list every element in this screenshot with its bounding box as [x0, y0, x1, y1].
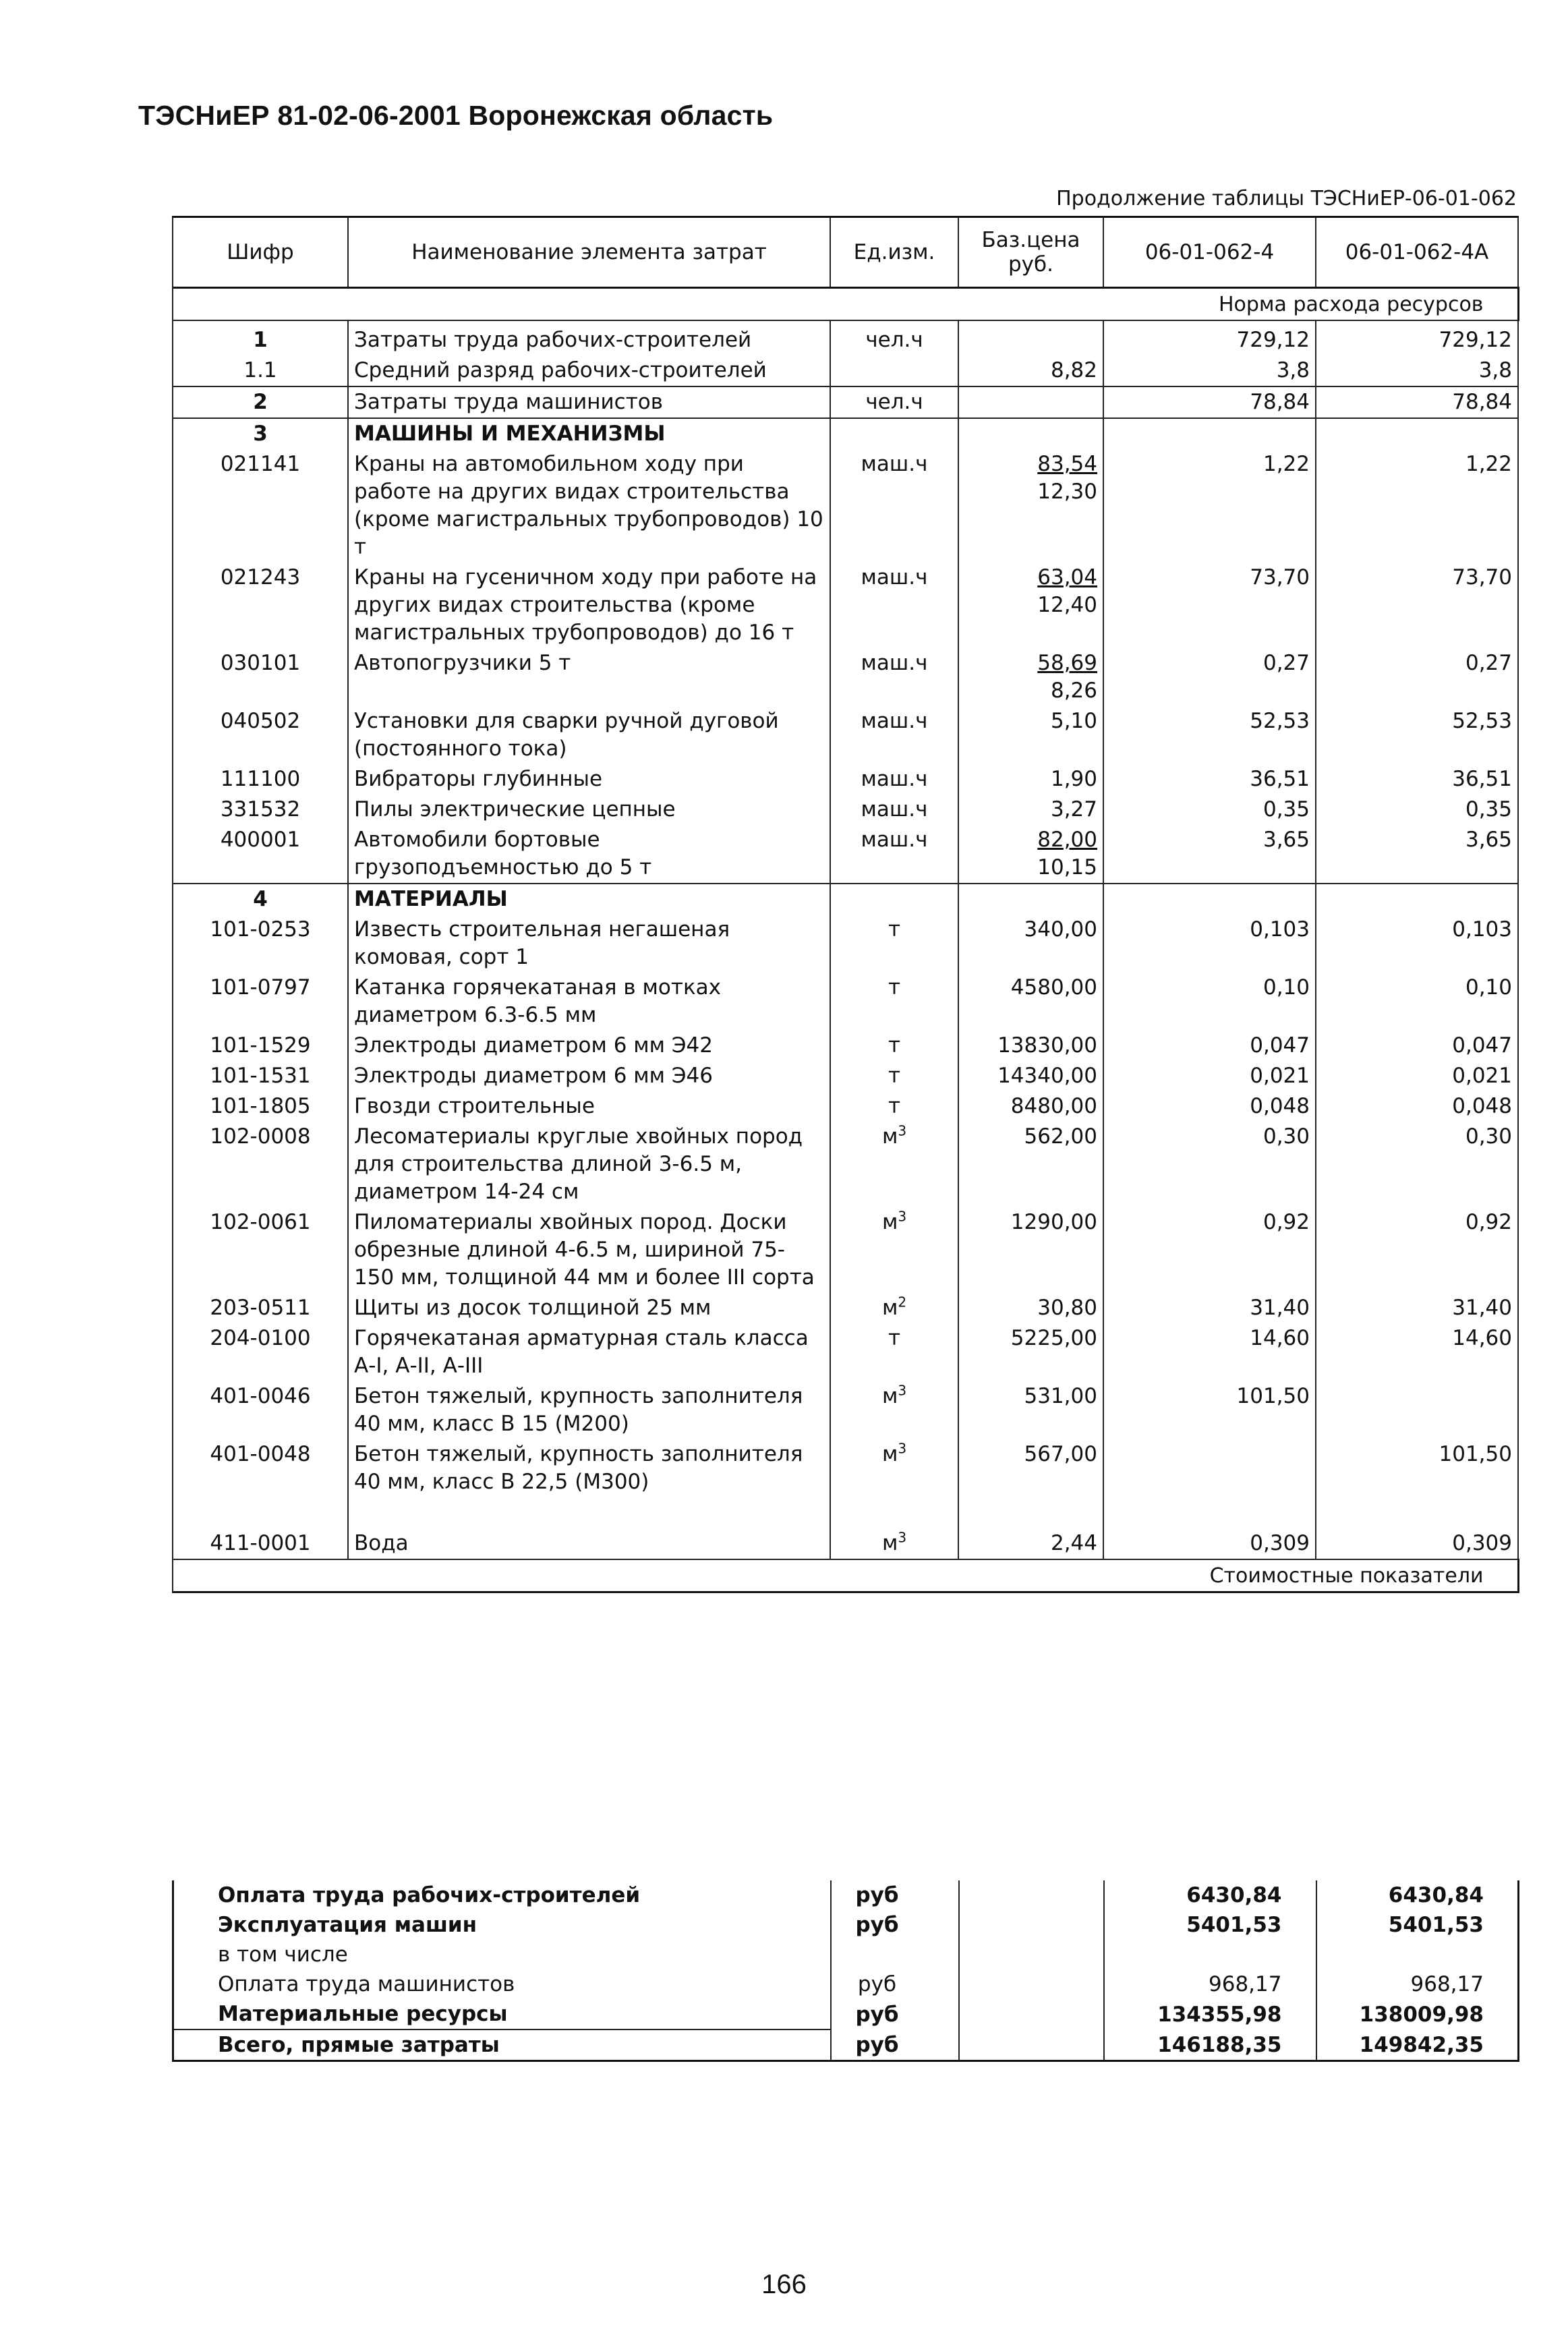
row-code: 101-0797 — [173, 973, 348, 1031]
cost-label: Оплата труда рабочих-строителей — [173, 1880, 831, 1910]
row-price: 567,00 — [958, 1439, 1103, 1528]
row-price: 3,27 — [958, 795, 1103, 825]
row-value-b: 31,40 — [1316, 1293, 1518, 1323]
row-value-a — [1103, 1439, 1316, 1528]
row-unit: маш.ч — [830, 795, 958, 825]
row-value-b: 0,35 — [1316, 795, 1518, 825]
row-code: 203-0511 — [173, 1293, 348, 1323]
row-value-b: 3,8 — [1316, 355, 1518, 386]
row-price-wages: 8,26 — [1050, 679, 1097, 703]
row-value-b: 0,021 — [1316, 1061, 1518, 1091]
row-unit: чел.ч — [830, 386, 958, 418]
row-value-b — [1316, 1381, 1518, 1439]
row-value-b: 0,30 — [1316, 1122, 1518, 1207]
table-row — [173, 386, 1518, 418]
table-row — [173, 355, 1518, 386]
row-code: 401-0048 — [173, 1439, 348, 1528]
cost-value-a: 5401,53 — [1104, 1910, 1316, 1940]
cost-label: Материальные ресурсы — [173, 1999, 831, 2029]
row-unit: т — [830, 1323, 958, 1381]
row-value-a: 52,53 — [1103, 706, 1316, 764]
cost-unit: руб — [831, 1999, 959, 2029]
cost-unit: руб — [831, 2029, 959, 2061]
table-row — [173, 320, 1518, 355]
row-unit: $м^3$ — [830, 1207, 958, 1293]
row-value-b: 0,048 — [1316, 1091, 1518, 1122]
row-price: 14340,00 — [958, 1061, 1103, 1091]
row-value-a: 0,27 — [1103, 648, 1316, 706]
cost-value-b: 138009,98 — [1316, 1999, 1519, 2029]
row-price-total: 82,00 — [1037, 828, 1097, 852]
cost-value-b: 149842,35 — [1316, 2029, 1519, 2061]
table-row — [173, 449, 1518, 563]
row-price: 562,00 — [958, 1122, 1103, 1207]
row-name: Автомобили бортовые грузоподъемностью до 5 т — [348, 825, 830, 884]
cost-row — [173, 1940, 1519, 1969]
column-header-name: Наименование элемента затрат — [348, 217, 830, 288]
row-value-a: 3,65 — [1103, 825, 1316, 884]
row-unit: т — [830, 973, 958, 1031]
row-value-b: 101,50 — [1316, 1439, 1518, 1528]
cost-indicators-table — [172, 1880, 1519, 2062]
row-price: 4580,00 — [958, 973, 1103, 1031]
row-name: Щиты из досок толщиной 25 мм — [348, 1293, 830, 1323]
row-price — [958, 320, 1103, 355]
row-value-b: 14,60 — [1316, 1323, 1518, 1381]
row-value-b: 73,70 — [1316, 563, 1518, 648]
row-price-total: 58,69 — [1037, 651, 1097, 675]
row-value-b: 0,92 — [1316, 1207, 1518, 1293]
row-unit: $м^3$ — [830, 1381, 958, 1439]
section-row-machines — [173, 418, 1518, 449]
cost-label: Оплата труда машинистов — [173, 1969, 831, 1999]
row-value-b: 0,27 — [1316, 648, 1518, 706]
table-row — [173, 1293, 1518, 1323]
row-unit: т — [830, 915, 958, 973]
row-value-b: 36,51 — [1316, 764, 1518, 795]
row-code: 204-0100 — [173, 1323, 348, 1381]
row-name: Известь строительная негашеная комовая, сорт 1 — [348, 915, 830, 973]
row-unit: маш.ч — [830, 764, 958, 795]
row-price-total: 83,54 — [1037, 452, 1097, 476]
cost-row — [173, 1910, 1519, 1940]
row-name: Пиломатериалы хвойных пород. Доски обрезные длиной 4-6.5 м, шириной 75-150 мм, толщиной 44 мм и более III сорта — [348, 1207, 830, 1293]
row-code: 102-0008 — [173, 1122, 348, 1207]
row-price: 5225,00 — [958, 1323, 1103, 1381]
row-name: Затраты труда рабочих-строителей — [348, 320, 830, 355]
row-price: 5,10 — [958, 706, 1103, 764]
row-value-a: 0,021 — [1103, 1061, 1316, 1091]
section-code: 3 — [173, 418, 348, 449]
row-name: Горячекатаная арматурная сталь класса А-I, А-II, А-III — [348, 1323, 830, 1381]
cost-value-b: 968,17 — [1316, 1969, 1519, 1999]
row-code: 1.1 — [173, 355, 348, 386]
row-price — [958, 386, 1103, 418]
row-value-a: 0,92 — [1103, 1207, 1316, 1293]
table-row — [173, 795, 1518, 825]
row-code: 331532 — [173, 795, 348, 825]
table-row — [173, 1323, 1518, 1381]
row-price: 13830,00 — [958, 1031, 1103, 1061]
section-row-materials — [173, 884, 1518, 915]
section-title: МАШИНЫ И МЕХАНИЗМЫ — [348, 418, 830, 449]
row-code: 102-0061 — [173, 1207, 348, 1293]
cost-row — [173, 1969, 1519, 1999]
row-value-b: 3,65 — [1316, 825, 1518, 884]
row-name: Бетон тяжелый, крупность заполнителя 40 мм, класс В 22,5 (М300) — [348, 1439, 830, 1528]
cost-unit: руб — [831, 1969, 959, 1999]
row-price: 531,00 — [958, 1381, 1103, 1439]
cost-unit: руб — [831, 1910, 959, 1940]
row-price-wages: 12,30 — [1037, 480, 1097, 504]
row-code: 021243 — [173, 563, 348, 648]
column-header-code: Шифр — [173, 217, 348, 288]
document-header: ТЭСНиЕР 81-02-06-2001 Воронежская область — [138, 100, 774, 131]
row-value-b: 78,84 — [1316, 386, 1518, 418]
cost-label: Эксплуатация машин — [173, 1910, 831, 1940]
row-code: 040502 — [173, 706, 348, 764]
row-value-a: 101,50 — [1103, 1381, 1316, 1439]
page-number: 166 — [761, 2270, 807, 2299]
row-code: 1 — [173, 320, 348, 355]
row-value-a: 3,8 — [1103, 355, 1316, 386]
row-price-wages: 10,15 — [1037, 855, 1097, 880]
cost-row — [173, 1880, 1519, 1910]
row-code: 2 — [173, 386, 348, 418]
row-unit: маш.ч — [830, 825, 958, 884]
row-unit: чел.ч — [830, 320, 958, 355]
row-name: Пилы электрические цепные — [348, 795, 830, 825]
row-unit: маш.ч — [830, 648, 958, 706]
row-value-a: 78,84 — [1103, 386, 1316, 418]
row-value-a: 729,12 — [1103, 320, 1316, 355]
table-continuation-caption: Продолжение таблицы ТЭСНиЕР-06-01-062 — [1056, 187, 1517, 210]
table-row — [173, 1528, 1518, 1559]
table-row — [173, 973, 1518, 1031]
section-title: МАТЕРИАЛЫ — [348, 884, 830, 915]
table-row — [173, 1439, 1518, 1528]
row-price: 2,44 — [958, 1528, 1103, 1559]
table-row — [173, 648, 1518, 706]
table-row — [173, 706, 1518, 764]
row-value-a: 31,40 — [1103, 1293, 1316, 1323]
row-name: Электроды диаметром 6 мм Э42 — [348, 1031, 830, 1061]
row-code: 411-0001 — [173, 1528, 348, 1559]
row-price: 340,00 — [958, 915, 1103, 973]
row-unit: $м^3$ — [830, 1528, 958, 1559]
row-name: Краны на гусеничном ходу при работе на других видах строительства (кроме магистральных трубопроводов) до 16 т — [348, 563, 830, 648]
row-code: 400001 — [173, 825, 348, 884]
table-row — [173, 915, 1518, 973]
row-value-a: 36,51 — [1103, 764, 1316, 795]
cost-value-a: 134355,98 — [1104, 1999, 1316, 2029]
row-price: 1,90 — [958, 764, 1103, 795]
row-unit: $м^2$ — [830, 1293, 958, 1323]
cost-value-b: 5401,53 — [1316, 1910, 1519, 1940]
row-code: 021141 — [173, 449, 348, 563]
row-value-a: 0,047 — [1103, 1031, 1316, 1061]
row-code: 030101 — [173, 648, 348, 706]
row-value-a: 1,22 — [1103, 449, 1316, 563]
row-code: 401-0046 — [173, 1381, 348, 1439]
row-value-a: 0,10 — [1103, 973, 1316, 1031]
row-price-total: 63,04 — [1037, 565, 1097, 589]
cost-label: в том числе — [173, 1940, 831, 1969]
row-name: Установки для сварки ручной дуговой (постоянного тока) — [348, 706, 830, 764]
table-row — [173, 764, 1518, 795]
section-code: 4 — [173, 884, 348, 915]
row-name: Бетон тяжелый, крупность заполнителя 40 мм, класс В 15 (М200) — [348, 1381, 830, 1439]
row-code: 101-1805 — [173, 1091, 348, 1122]
row-code: 111100 — [173, 764, 348, 795]
row-name: Лесоматериалы круглые хвойных пород для строительства длиной 3-6.5 м, диаметром 14-24 см — [348, 1122, 830, 1207]
row-price — [958, 563, 1103, 648]
table-header-row — [173, 217, 1518, 288]
row-unit: т — [830, 1091, 958, 1122]
cost-row — [173, 2029, 1519, 2061]
column-header-unit: Ед.изм. — [830, 217, 958, 288]
row-value-b: 0,10 — [1316, 973, 1518, 1031]
row-price — [958, 825, 1103, 884]
row-unit: маш.ч — [830, 563, 958, 648]
cost-header: Стоимостные показатели — [173, 1559, 1518, 1592]
row-price — [958, 449, 1103, 563]
row-value-a: 14,60 — [1103, 1323, 1316, 1381]
row-name: Электроды диаметром 6 мм Э46 — [348, 1061, 830, 1091]
table-row — [173, 1091, 1518, 1122]
norm-header-row — [173, 288, 1518, 321]
cost-value-b: 6430,84 — [1316, 1880, 1519, 1910]
row-unit: маш.ч — [830, 449, 958, 563]
row-value-a: 0,35 — [1103, 795, 1316, 825]
row-value-b: 0,047 — [1316, 1031, 1518, 1061]
row-value-a: 0,103 — [1103, 915, 1316, 973]
row-value-b: 0,309 — [1316, 1528, 1518, 1559]
row-unit: т — [830, 1061, 958, 1091]
cost-label: Всего, прямые затраты — [173, 2029, 831, 2061]
row-name: Затраты труда машинистов — [348, 386, 830, 418]
cost-header-row — [173, 1559, 1518, 1592]
column-header-variant-b: 06-01-062-4А — [1316, 217, 1518, 288]
cost-unit: руб — [831, 1880, 959, 1910]
row-name: Вода — [348, 1528, 830, 1559]
table-row — [173, 1061, 1518, 1091]
table-row — [173, 563, 1518, 648]
table-row — [173, 825, 1518, 884]
resource-norms-table — [172, 216, 1519, 1593]
row-value-a: 0,30 — [1103, 1122, 1316, 1207]
cost-value-a: 146188,35 — [1104, 2029, 1316, 2061]
row-price: 30,80 — [958, 1293, 1103, 1323]
row-price: 8,82 — [958, 355, 1103, 386]
row-code: 101-1531 — [173, 1061, 348, 1091]
table-row — [173, 1207, 1518, 1293]
row-value-b: 52,53 — [1316, 706, 1518, 764]
row-unit: $м^3$ — [830, 1122, 958, 1207]
table-row — [173, 1381, 1518, 1439]
table-row — [173, 1031, 1518, 1061]
row-name: Автопогрузчики 5 т — [348, 648, 830, 706]
row-name: Гвозди строительные — [348, 1091, 830, 1122]
row-name: Катанка горячекатаная в мотках диаметром 6.3-6.5 мм — [348, 973, 830, 1031]
row-value-a: 73,70 — [1103, 563, 1316, 648]
row-price: 8480,00 — [958, 1091, 1103, 1122]
table-row — [173, 1122, 1518, 1207]
row-code: 101-1529 — [173, 1031, 348, 1061]
column-header-base-price: Баз.цена руб. — [958, 217, 1103, 288]
row-value-a: 0,048 — [1103, 1091, 1316, 1122]
row-value-b: 729,12 — [1316, 320, 1518, 355]
cost-value-a: 6430,84 — [1104, 1880, 1316, 1910]
row-name: Краны на автомобильном ходу при работе на других видах строительства (кроме магистральных трубопроводов) 10 т — [348, 449, 830, 563]
norm-header: Норма расхода ресурсов — [173, 288, 1518, 321]
cost-value-a: 968,17 — [1104, 1969, 1316, 1999]
row-price-wages: 12,40 — [1037, 593, 1097, 617]
row-unit: маш.ч — [830, 706, 958, 764]
column-header-variant-a: 06-01-062-4 — [1103, 217, 1316, 288]
cost-row — [173, 1999, 1519, 2029]
row-value-b: 1,22 — [1316, 449, 1518, 563]
row-unit — [830, 355, 958, 386]
row-name: Вибраторы глубинные — [348, 764, 830, 795]
row-unit: т — [830, 1031, 958, 1061]
row-value-b: 0,103 — [1316, 915, 1518, 973]
row-unit: $м^3$ — [830, 1439, 958, 1528]
row-price — [958, 648, 1103, 706]
row-value-a: 0,309 — [1103, 1528, 1316, 1559]
row-code: 101-0253 — [173, 915, 348, 973]
row-name: Средний разряд рабочих-строителей — [348, 355, 830, 386]
row-price: 1290,00 — [958, 1207, 1103, 1293]
